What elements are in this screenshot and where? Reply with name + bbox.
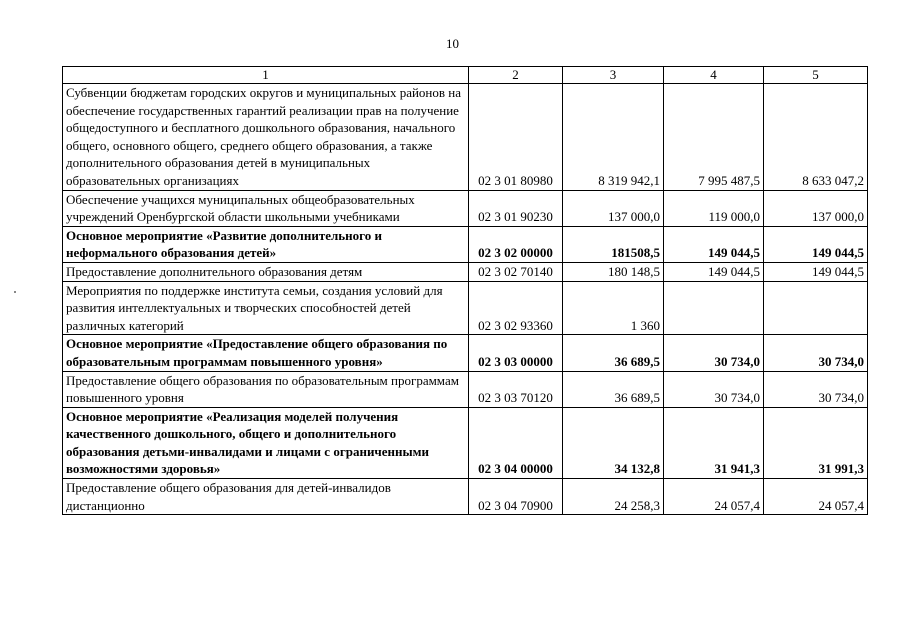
row-value-3 [764, 281, 868, 335]
row-name: Основное мероприятие «Предоставление общего образования по образовательным программам повышенного уровня» [63, 335, 469, 371]
row-value-1: 181508,5 [563, 226, 664, 262]
row-value-3: 24 057,4 [764, 479, 868, 515]
row-name: Основное мероприятие «Развитие дополнительного и неформального образования детей» [63, 226, 469, 262]
column-header: 1 [63, 67, 469, 84]
column-header: 2 [469, 67, 563, 84]
row-value-1: 180 148,5 [563, 262, 664, 281]
row-value-1: 24 258,3 [563, 479, 664, 515]
row-value-1: 34 132,8 [563, 407, 664, 478]
row-code: 02 3 04 70900 [469, 479, 563, 515]
row-value-2: 7 995 487,5 [664, 84, 764, 191]
row-code: 02 3 01 90230 [469, 190, 563, 226]
row-value-1: 36 689,5 [563, 371, 664, 407]
table-row [63, 84, 868, 191]
row-value-2: 149 044,5 [664, 226, 764, 262]
row-value-1: 36 689,5 [563, 335, 664, 371]
row-value-3: 30 734,0 [764, 335, 868, 371]
row-value-2 [664, 281, 764, 335]
row-value-3: 149 044,5 [764, 226, 868, 262]
column-header: 4 [664, 67, 764, 84]
row-value-2: 31 941,3 [664, 407, 764, 478]
row-value-2: 24 057,4 [664, 479, 764, 515]
table-row [63, 190, 868, 226]
row-name: Мероприятия по поддержке института семьи, создания условий для развития интеллектуальных и творческих способностей детей различных категорий [63, 281, 469, 335]
budget-table [62, 66, 868, 515]
table-row [63, 335, 868, 371]
margin-mark [14, 291, 16, 293]
row-name: Субвенции бюджетам городских округов и муниципальных районов на обеспечение государственных гарантий реализации прав на получение общедоступного и бесплатного дошкольного образования, начального общего, основного общего, среднего общего образования, а также дополнительного образования детей в муниципальных образовательных организациях [63, 84, 469, 191]
table-header-row [63, 67, 868, 84]
row-value-2: 30 734,0 [664, 371, 764, 407]
table-row [63, 281, 868, 335]
column-header: 5 [764, 67, 868, 84]
row-value-3: 137 000,0 [764, 190, 868, 226]
row-code: 02 3 02 00000 [469, 226, 563, 262]
row-value-1: 137 000,0 [563, 190, 664, 226]
table-row [63, 407, 868, 478]
row-value-3: 31 991,3 [764, 407, 868, 478]
row-name: Обеспечение учащихся муниципальных общеобразовательных учреждений Оренбургской области школьными учебниками [63, 190, 469, 226]
row-code: 02 3 02 70140 [469, 262, 563, 281]
column-header: 3 [563, 67, 664, 84]
table-row [63, 371, 868, 407]
row-code: 02 3 02 93360 [469, 281, 563, 335]
row-value-3: 30 734,0 [764, 371, 868, 407]
table-row [63, 479, 868, 515]
row-value-2: 149 044,5 [664, 262, 764, 281]
row-name: Предоставление дополнительного образования детям [63, 262, 469, 281]
table-row [63, 226, 868, 262]
row-code: 02 3 04 00000 [469, 407, 563, 478]
row-value-3: 8 633 047,2 [764, 84, 868, 191]
row-code: 02 3 01 80980 [469, 84, 563, 191]
row-value-3: 149 044,5 [764, 262, 868, 281]
row-value-1: 1 360 [563, 281, 664, 335]
row-value-2: 30 734,0 [664, 335, 764, 371]
row-code: 02 3 03 00000 [469, 335, 563, 371]
row-name: Предоставление общего образования для детей-инвалидов дистанционно [63, 479, 469, 515]
page-number: 10 [446, 36, 459, 51]
table-row [63, 262, 868, 281]
row-code: 02 3 03 70120 [469, 371, 563, 407]
row-value-2: 119 000,0 [664, 190, 764, 226]
row-value-1: 8 319 942,1 [563, 84, 664, 191]
row-name: Предоставление общего образования по образовательным программам повышенного уровня [63, 371, 469, 407]
row-name: Основное мероприятие «Реализация моделей получения качественного дошкольного, общего и дополнительного образования детьми-инвалидами и лицами с ограниченными возможностями здоровья» [63, 407, 469, 478]
